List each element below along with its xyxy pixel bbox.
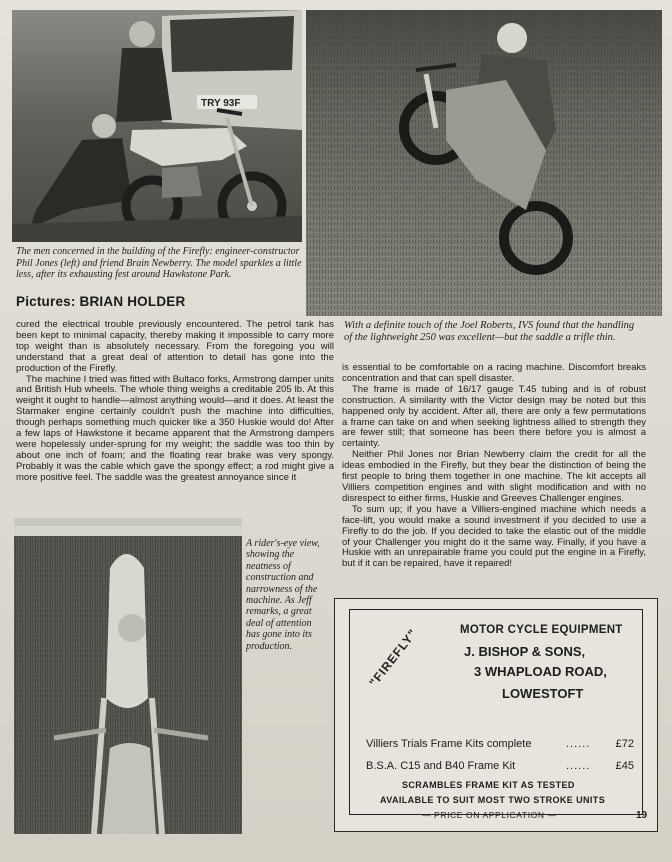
article-paragraph: cured the electrical trouble previously encountered. The petrol tank has been kept to minimal capacity, thereby making it impossible to carry more top weight than is absolutely necessary. From the foregoing you will understand that a great deal of attention to detail has gone into the production of the Firefly. bbox=[16, 319, 334, 374]
article-paragraph: The machine I tried was fitted with Bultaco forks, Armstrong damper units and British Hub wheels. The whole thing weighs a creditable 205 lb. At this weight it ought to handle—almost anything would—and it does. At least the Starmaker engine certainly couldn't push the machine into difficulties, though perhaps something much quicker like a 350 Huskie would do! After a few laps of Hawkstone it became apparent that the Armstrong dampers were hopelessly under-sprung for my weight; the saddle was too thin by about one inch of foam; and the floating rear brake was very spongy. Probably it was the cable which gave the spongy effect; a rod might give a more positive feel. The saddle was the greatest annoyance since it bbox=[16, 373, 334, 483]
rider-jump-photo bbox=[306, 10, 662, 316]
advert-brand-text: "FIREFLY" bbox=[366, 626, 421, 690]
advert-price-item bbox=[366, 738, 634, 752]
advert-brand bbox=[368, 628, 458, 728]
advertisement-box bbox=[334, 598, 658, 832]
pictures-credit: Pictures: BRIAN HOLDER bbox=[16, 294, 186, 309]
article-paragraph: The frame is made of 16/17 gauge T.45 tubing and is of robust construction. A similarity with the Victor design may be noted but this happened only by accident. After all, there are only a few permutations a frame can take on and when seeking lightness allied to strength they are fewer still; that someone has been there before you is almost a certainty. bbox=[342, 383, 646, 450]
article-paragraph: is essential to be comfortable on a racing machine. Discomfort breaks concentration and that can spell disaster. bbox=[342, 362, 646, 384]
advert-note: — PRICE ON APPLICATION — bbox=[422, 810, 557, 820]
advert-town: LOWESTOFT bbox=[502, 686, 584, 701]
page-number: 19 bbox=[636, 810, 648, 821]
workshop-photo bbox=[12, 10, 302, 242]
advert-item-dots: ...... bbox=[566, 760, 591, 772]
jump-caption: With a definite touch of the Joel Roberts, IVS found that the handling of the lightweight 250 was excellent—but the saddle a trifle thin. bbox=[344, 320, 635, 343]
advert-company: J. BISHOP & SONS, bbox=[464, 644, 586, 659]
advert-item-label: B.S.A. C15 and B40 Frame Kit bbox=[366, 760, 516, 772]
article-column-right bbox=[342, 363, 646, 570]
advert-item-label: Villiers Trials Frame Kits complete bbox=[366, 738, 532, 750]
advert-street: 3 WHAPLOAD ROAD, bbox=[474, 664, 607, 679]
article-paragraph: Neither Phil Jones nor Brian Newberry claim the credit for all the ideas embodied in the Firefly, but they bear the distinction of being the first people to bring them together in one machine. The kit accepts all Villiers competition engines and with slight modification and with no disrespect to either firms, Huskie and Greeves Challenger engines. bbox=[342, 449, 646, 504]
advert-note: AVAILABLE TO SUIT MOST TWO STROKE UNITS bbox=[380, 795, 606, 805]
article-column-left bbox=[16, 320, 334, 484]
advert-item-price: £45 bbox=[615, 760, 634, 772]
advert-item-price: £72 bbox=[615, 738, 634, 750]
license-plate: TRY 93F bbox=[201, 98, 241, 109]
advert-note: SCRAMBLES FRAME KIT AS TESTED bbox=[402, 780, 575, 790]
advert-heading: MOTOR CYCLE EQUIPMENT bbox=[460, 624, 623, 636]
rider-eye-view-photo bbox=[14, 518, 242, 834]
article-paragraph: To sum up; if you have a Villiers-engined machine which needs a face-lift, you would make a sound investment if you decided to use a Firefly to do the job. If you decided to take the elastic out of the middle of your Challenger you might do it the same way. Finally, if you have a Huskie with an unrepairable frame you could put the engine in a Firefly, but if it can be repaired, have it repaired! bbox=[342, 503, 646, 570]
advert-price-item bbox=[366, 760, 634, 774]
advert-item-dots: ...... bbox=[566, 738, 591, 750]
rider-view-caption: A rider's-eye view, showing the neatness of construction and narrowness of the machine. As Jeff remarks, a great deal of attention has gone into its production. bbox=[246, 538, 320, 652]
workshop-caption: The men concerned in the building of the Firefly: engineer-constructor Phil Jones (left) and friend Brain Newberry. The model sparkles a little less, after its exhausting fest around Hawkstone Park. bbox=[16, 246, 302, 280]
